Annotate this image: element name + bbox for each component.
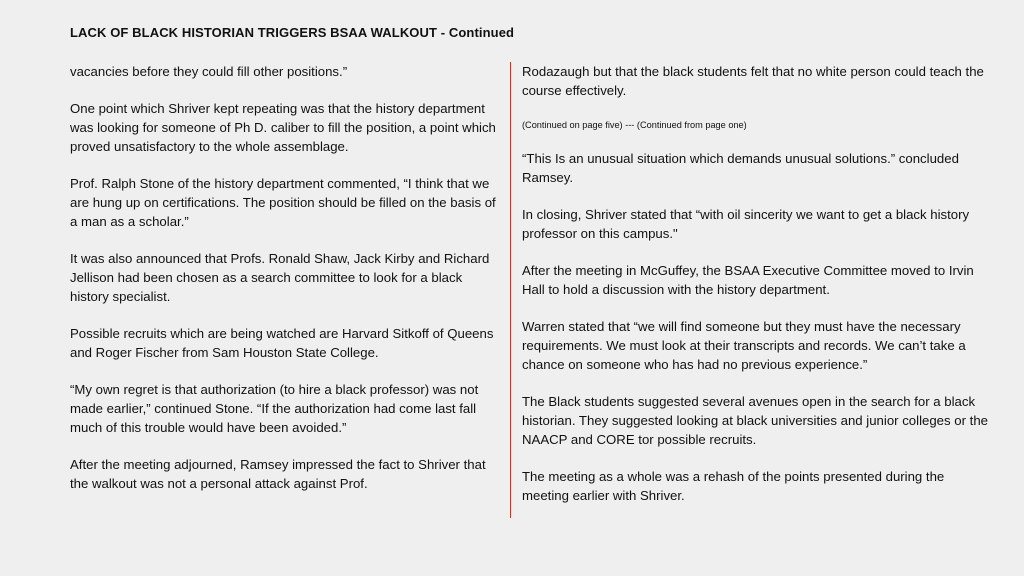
article-title: LACK OF BLACK HISTORIAN TRIGGERS BSAA WALKOUT - Continued [70, 25, 515, 40]
column-divider [510, 62, 511, 518]
paragraph: After the meeting adjourned, Ramsey impressed the fact to Shriver that the walkout was not a personal attack against Prof. [70, 457, 486, 491]
paragraph: vacancies before they could fill other positions.” [70, 64, 348, 79]
paragraph: “This Is an unusual situation which demands unusual solutions.” concluded Ramsey. [522, 151, 959, 185]
paragraph: Prof. Ralph Stone of the history department commented, “I think that we are hung up on certifications. The position should be filled on the basis of a man as a scholar.” [70, 176, 496, 229]
paragraph: Warren stated that “we will find someone but they must have the necessary requirements. We must look at their transcripts and records. We can’t take a chance on someone who has had no previous experience.” [522, 319, 966, 372]
right-column [522, 62, 992, 523]
paragraph: One point which Shriver kept repeating was that the history department was looking for someone of Ph D. caliber to fill the position, a point which proved unsatisfactory to the whole assemblage. [70, 101, 496, 154]
left-column [70, 62, 500, 511]
paragraph: The meeting as a whole was a rehash of the points presented during the meeting earlier with Shriver. [522, 469, 945, 503]
paragraph: Possible recruits which are being watched are Harvard Sitkoff of Queens and Roger Fischer from Sam Houston State College. [70, 326, 494, 360]
paragraph: The Black students suggested several avenues open in the search for a black historian. They suggested looking at black universities and junior colleges or the NAACP and CORE tor possible recruits. [522, 394, 988, 447]
paragraph: In closing, Shriver stated that “with oil sincerity we want to get a black history professor on this campus." [522, 207, 970, 241]
paragraph: It was also announced that Profs. Ronald Shaw, Jack Kirby and Richard Jellison had been chosen as a search committee to look for a black history specialist. [70, 251, 490, 304]
paragraph: After the meeting in McGuffey, the BSAA Executive Committee moved to Irvin Hall to hold a discussion with the history department. [522, 263, 974, 297]
paragraph: “My own regret is that authorization (to hire a black professor) was not made earlier,” continued Stone. “If the authorization had come last fall much of this trouble would have been avoided.” [70, 382, 479, 435]
continuation-note: (Continued on page five) --- (Continued from page one) [522, 120, 747, 130]
paragraph: Rodazaugh but that the black students felt that no white person could teach the course effectively. [522, 64, 984, 98]
